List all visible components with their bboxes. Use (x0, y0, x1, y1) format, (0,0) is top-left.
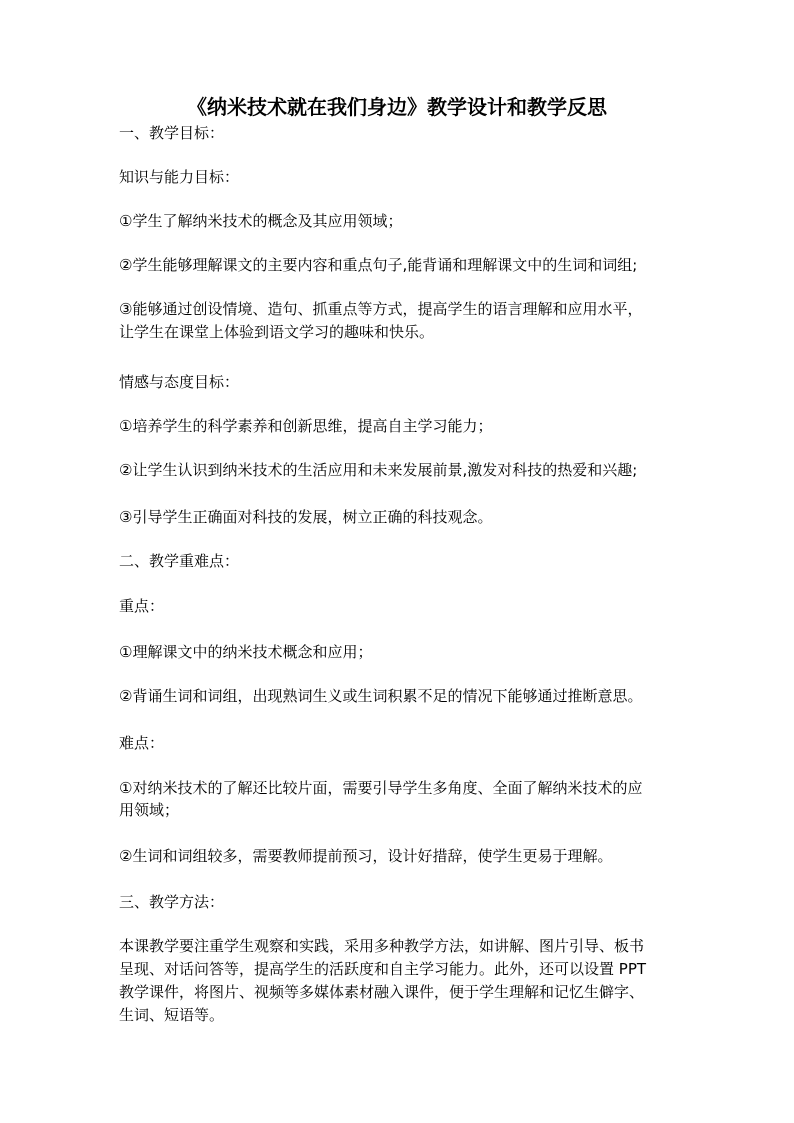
section-heading-key-difficult: 二、教学重难点： (119, 552, 240, 570)
list-item: ②学生能够理解课文的主要内容和重点句子,能背诵和理解课文中的生词和词组; (119, 256, 638, 274)
list-item: ②生词和词组较多，需要教师提前预习，设计好措辞，使学生更易于理解。 (119, 847, 613, 865)
list-item: ①培养学生的科学素养和创新思维，提高自主学习能力； (119, 417, 493, 435)
subheading-knowledge-ability: 知识与能力目标： (119, 168, 240, 186)
list-item-continuation: 用领域； (119, 801, 180, 819)
list-item-continuation: 让学生在课堂上体验到语文学习的趣味和快乐。 (119, 323, 435, 341)
body-text-line: 生词、短语等。 (119, 1006, 225, 1024)
subheading-difficulties: 难点： (119, 734, 165, 752)
subheading-key-points: 重点： (119, 597, 165, 615)
subheading-emotion-attitude: 情感与态度目标： (119, 373, 240, 391)
list-item: ③引导学生正确面对科技的发展，树立正确的科技观念。 (119, 508, 493, 526)
section-heading-objectives: 一、教学目标： (119, 124, 225, 142)
list-item: ③能够通过创设情境、造句、抓重点等方式，提高学生的语言理解和应用水平， (119, 300, 643, 318)
list-item: ①对纳米技术的了解还比较片面，需要引导学生多角度、全面了解纳米技术的应 (119, 779, 643, 797)
body-text-line: 教学课件，将图片、视频等多媒体素材融入课件，便于学生理解和记忆生僻字、 (119, 983, 645, 1001)
list-item: ①理解课文中的纳米技术概念和应用； (119, 643, 373, 661)
body-text-line: 呈现、对话问答等，提高学生的活跃度和自主学习能力。此外，还可以设置 PPT (119, 960, 647, 978)
list-item: ②让学生认识到纳米技术的生活应用和未来发展前景,激发对科技的热爱和兴趣; (119, 461, 638, 479)
list-item: ②背诵生词和词组，出现熟词生义或生词积累不足的情况下能够通过推断意思。 (119, 687, 643, 705)
section-heading-methods: 三、教学方法： (119, 893, 225, 911)
document-title: 《纳米技术就在我们身边》教学设计和教学反思 (187, 95, 607, 119)
list-item: ①学生了解纳米技术的概念及其应用领域； (119, 212, 403, 230)
body-text-line: 本课教学要注重学生观察和实践，采用多种教学方法，如讲解、图片引导、板书 (119, 937, 645, 955)
